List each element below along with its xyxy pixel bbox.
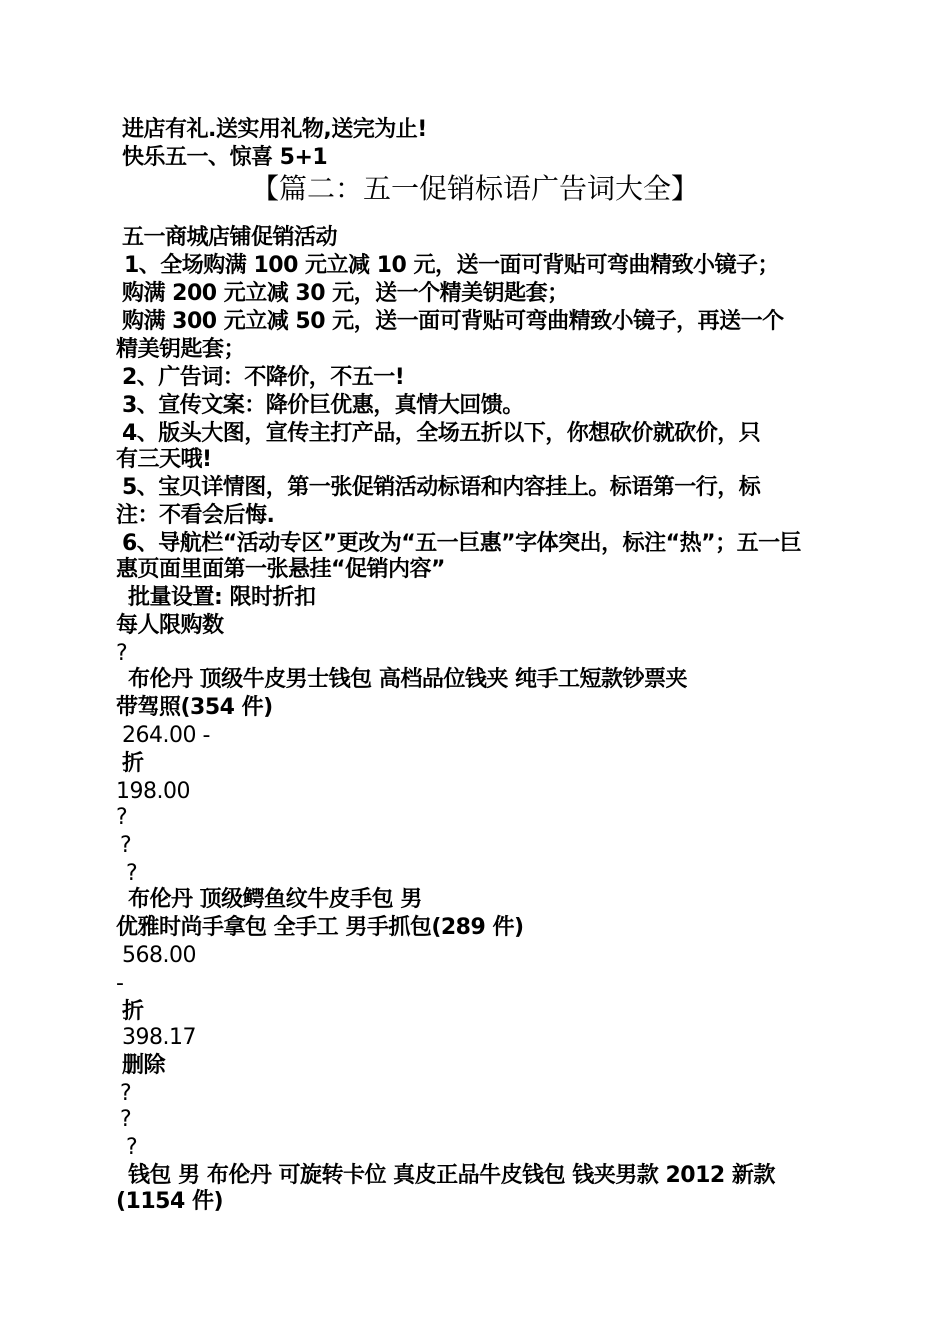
text-line-item-1c: 购满 300 元立减 50 元，送一面可背贴可弯曲精致小镜子，再送一个	[122, 309, 784, 334]
text-line-activity-title: 五一商城店铺促销活动	[122, 225, 338, 250]
text-line-item-1d: 精美钥匙套；	[116, 337, 246, 362]
product-1-sale-price: 198.00	[116, 779, 190, 804]
text-line-question-4: ?	[126, 861, 138, 886]
text-line-question-1: ?	[116, 641, 128, 666]
section-heading: 【篇二：五一促销标语广告词大全】	[250, 172, 699, 205]
product-1-price: 264.00 -	[122, 723, 210, 748]
text-line-item-1b: 购满 200 元立减 30 元，送一个精美钥匙套；	[122, 281, 569, 306]
text-line-item-6b: 惠页面里面第一张悬挂“促销内容”	[116, 557, 445, 582]
product-2-sale-price: 398.17	[122, 1025, 196, 1050]
text-line-item-6: 6、导航栏“活动专区”更改为“五一巨惠”字体突出，标注“热”；五一巨	[122, 531, 802, 556]
text-line-item-5: 5、宝贝详情图，第一张促销活动标语和内容挂上。标语第一行，标	[122, 475, 761, 500]
text-line-question-7: ?	[126, 1135, 138, 1160]
text-line-item-1: 1、全场购满 100 元立减 10 元，送一面可背贴可弯曲精致小镜子；	[124, 253, 779, 278]
text-line-happy-may-day: 快乐五一、惊喜 5+1	[122, 145, 328, 170]
product-1-title: 布伦丹 顶级牛皮男士钱包 高档品位钱夹 纯手工短款钞票夹	[128, 667, 687, 692]
product-3-title: 钱包 男 布伦丹 可旋转卡位 真皮正品牛皮钱包 钱夹男款 2012 新款	[128, 1163, 775, 1188]
text-line-question-6: ?	[120, 1107, 132, 1132]
product-2-discount-label: 折	[122, 999, 144, 1024]
text-line-question-2: ?	[116, 805, 128, 830]
text-line-item-5b: 注：不看会后悔.	[116, 503, 275, 528]
product-2-title: 布伦丹 顶级鳄鱼纹牛皮手包 男	[128, 887, 422, 912]
product-1-discount-label: 折	[122, 751, 144, 776]
text-line-question-3: ?	[120, 833, 132, 858]
text-line-question-5: ?	[120, 1081, 132, 1106]
text-line-purchase-limit: 每人限购数	[116, 613, 224, 638]
text-line-item-4: 4、版头大图，宣传主打产品，全场五折以下，你想砍价就砍价，只	[122, 421, 761, 446]
product-3-title-b: (1154 件)	[116, 1189, 223, 1214]
product-1-title-b: 带驾照(354 件)	[116, 695, 273, 720]
text-line-gift: 进店有礼.送实用礼物,送完为止!	[122, 117, 427, 142]
product-2-dash: -	[116, 971, 124, 996]
product-2-price: 568.00	[122, 943, 196, 968]
text-line-item-3: 3、宣传文案：降价巨优惠，真情大回馈。	[122, 393, 524, 418]
text-line-batch-setting: 批量设置: 限时折扣	[128, 585, 316, 610]
product-2-title-b: 优雅时尚手拿包 全手工 男手抓包(289 件)	[116, 915, 524, 940]
product-2-delete: 删除	[122, 1053, 166, 1078]
text-line-item-2: 2、广告词：不降价，不五一!	[122, 365, 405, 390]
text-line-item-4b: 有三天哦!	[116, 447, 212, 472]
